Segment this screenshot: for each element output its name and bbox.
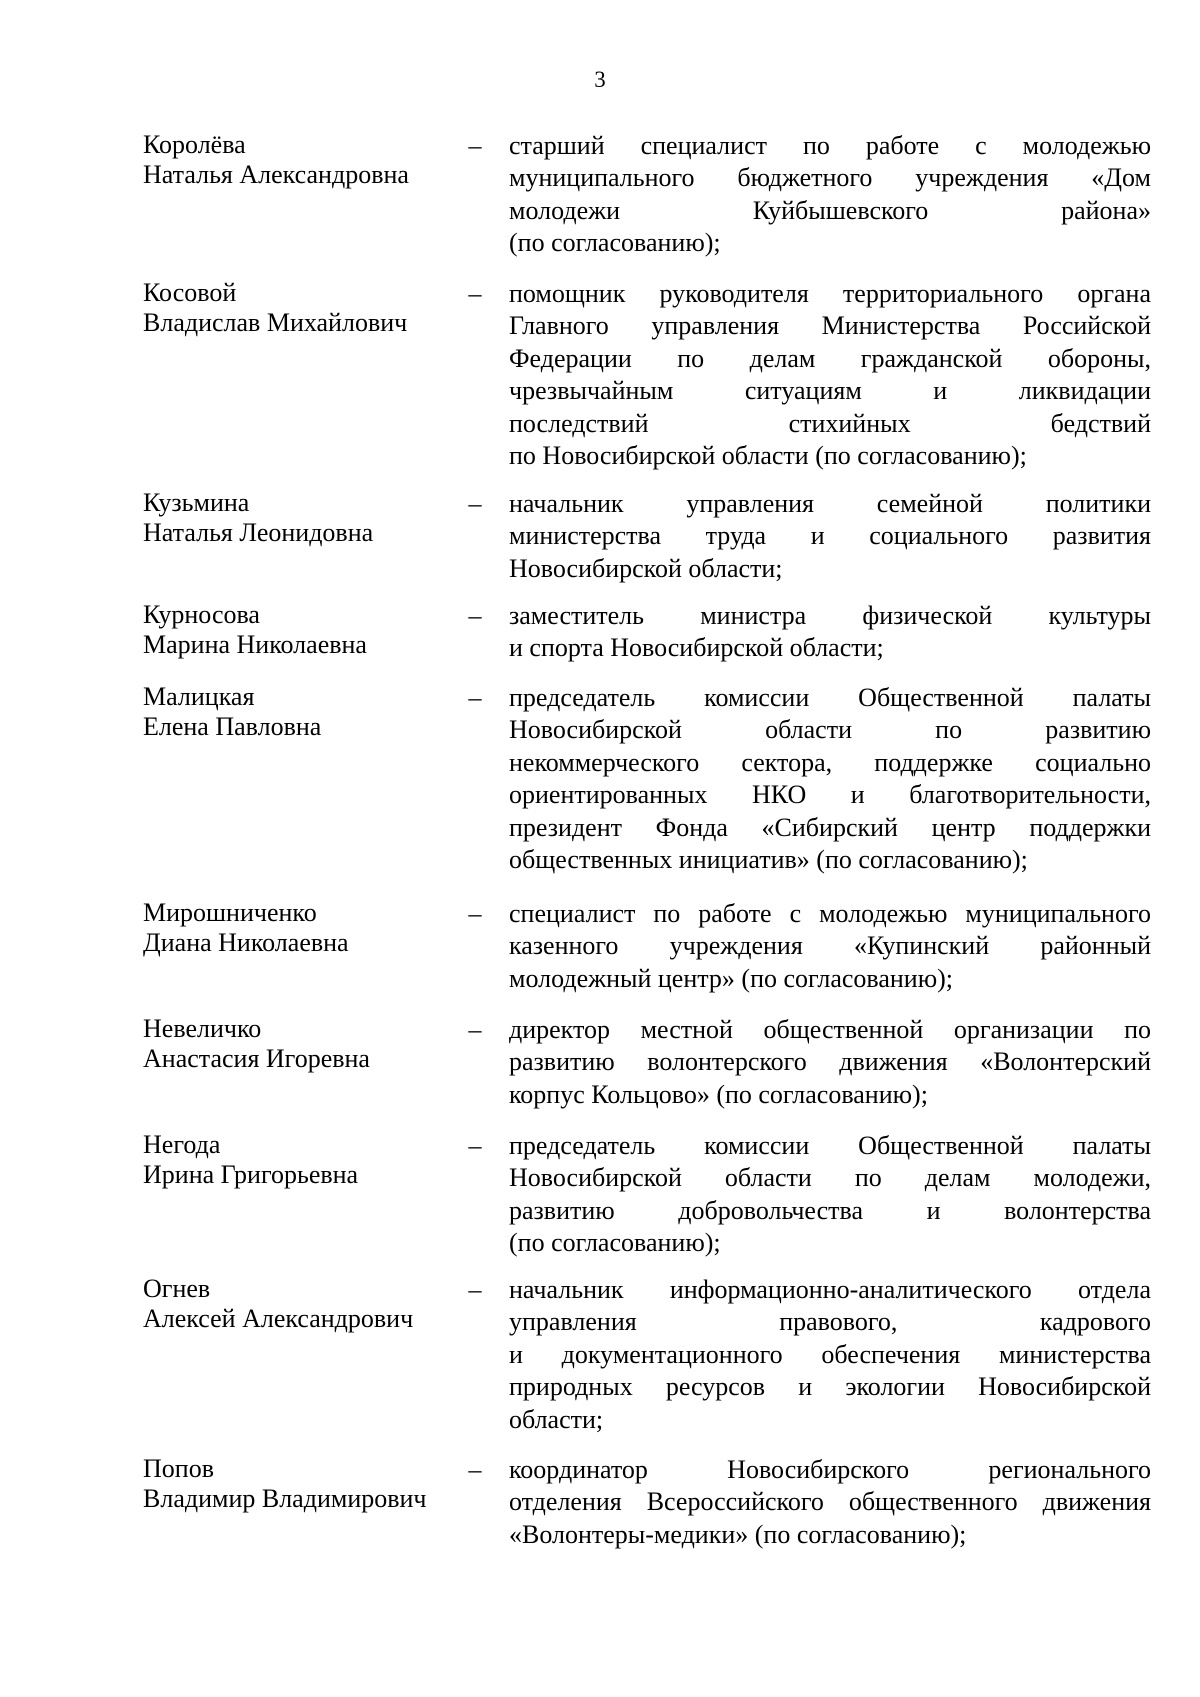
position-text-line: и спорта Новосибирской области;: [509, 633, 884, 663]
member-surname: Королёва: [143, 130, 246, 159]
position-text-line: природных ресурсов и экологии Новосибирской: [509, 1372, 1151, 1402]
separator-dash: –: [468, 279, 482, 308]
position-text-line: министерства труда и социального развития: [509, 521, 1151, 551]
member-surname: Попов: [143, 1454, 214, 1483]
member-position: [509, 1130, 1151, 1260]
position-text-line: казенного учреждения «Купинский районный: [509, 931, 1151, 961]
position-text-line: чрезвычайным ситуациям и ликвидации: [509, 376, 1151, 406]
position-text-line: специалист по работе с молодежью муниципального: [509, 899, 1151, 928]
position-text-line: Новосибирской области;: [509, 553, 783, 583]
position-text-line: корпус Кольцово» (по согласованию);: [509, 1079, 928, 1109]
position-text-line: развитию волонтерского движения «Волонтерский: [509, 1047, 1151, 1077]
member-given-names: Наталья Леонидовна: [143, 518, 374, 547]
member-given-names: Владимир Владимирович: [143, 1484, 427, 1513]
position-text-line: некоммерческого сектора, поддержке социально: [509, 747, 1151, 777]
position-text-line: последствий стихийных бедствий: [509, 408, 1151, 438]
member-position: [509, 130, 1151, 260]
separator-dash: –: [468, 131, 482, 160]
position-text-line: Новосибирской области по делам молодежи,: [509, 1163, 1151, 1193]
member-surname: Косовой: [143, 278, 237, 307]
member-name: [143, 488, 463, 548]
member-surname: Малицкая: [143, 682, 255, 711]
position-text-line: председатель комиссии Общественной палаты: [509, 1131, 1151, 1160]
separator-dash: –: [468, 899, 482, 928]
member-name: [143, 1014, 463, 1074]
member-position: [509, 1014, 1151, 1111]
member-given-names: Елена Павловна: [143, 712, 322, 741]
position-text-line: по Новосибирской области (по согласованию);: [509, 440, 1027, 470]
member-name: [143, 600, 463, 660]
member-position: [509, 898, 1151, 995]
position-text-line: начальник информационно-аналитического отдела: [509, 1275, 1151, 1304]
member-name: [143, 1274, 463, 1334]
member-surname: Негода: [143, 1130, 221, 1159]
position-text-line: Главного управления Министерства Российской: [509, 311, 1151, 341]
member-given-names: Ирина Григорьевна: [143, 1160, 359, 1189]
member-name: [143, 898, 463, 958]
separator-dash: –: [468, 601, 482, 630]
member-surname: Кузьмина: [143, 488, 250, 517]
member-position: [509, 488, 1151, 585]
position-text-line: (по согласованию);: [509, 228, 721, 258]
member-surname: Огнев: [143, 1274, 211, 1303]
position-text-line: общественных инициатив» (по согласованию);: [509, 844, 1028, 874]
position-text-line: области;: [509, 1404, 604, 1434]
position-text-line: Новосибирской области по развитию: [509, 715, 1151, 745]
position-text-line: развитию добровольчества и волонтерства: [509, 1195, 1151, 1225]
position-text-line: молодежи Куйбышевского района»: [509, 195, 1151, 225]
member-name: [143, 130, 463, 190]
position-text-line: заместитель министра физической культуры: [509, 601, 1151, 630]
position-text-line: председатель комиссии Общественной палаты: [509, 683, 1151, 712]
position-text-line: и документационного обеспечения министерства: [509, 1339, 1151, 1369]
member-surname: Мирошниченко: [143, 898, 317, 927]
position-text-line: ориентированных НКО и благотворительности,: [509, 780, 1151, 810]
position-text-line: управления правового, кадрового: [509, 1307, 1151, 1337]
separator-dash: –: [468, 489, 482, 518]
member-position: [509, 600, 1151, 665]
page-number: 3: [594, 67, 606, 92]
position-text-line: «Волонтеры-медики» (по согласованию);: [509, 1519, 967, 1549]
position-text-line: координатор Новосибирского регионального: [509, 1455, 1151, 1484]
separator-dash: –: [468, 683, 482, 712]
member-given-names: Марина Николаевна: [143, 630, 367, 659]
separator-dash: –: [468, 1015, 482, 1044]
position-text-line: помощник руководителя территориального органа: [509, 279, 1151, 308]
member-position: [509, 1274, 1151, 1436]
member-position: [509, 1454, 1151, 1551]
position-text-line: муниципального бюджетного учреждения «Дом: [509, 163, 1151, 193]
member-position: [509, 278, 1151, 472]
position-text-line: президент Фонда «Сибирский центр поддержки: [509, 812, 1151, 842]
member-given-names: Диана Николаевна: [143, 928, 349, 957]
position-text-line: начальник управления семейной политики: [509, 489, 1151, 518]
member-given-names: Владислав Михайлович: [143, 308, 408, 337]
position-text-line: старший специалист по работе с молодежью: [509, 131, 1151, 160]
member-name: [143, 1130, 463, 1190]
member-name: [143, 682, 463, 742]
separator-dash: –: [468, 1455, 482, 1484]
position-text-line: молодежный центр» (по согласованию);: [509, 963, 954, 993]
member-name: [143, 1454, 463, 1514]
member-surname: Курносова: [143, 600, 260, 629]
member-given-names: Анастасия Игоревна: [143, 1044, 370, 1073]
position-text-line: Федерации по делам гражданской обороны,: [509, 343, 1151, 373]
position-text-line: директор местной общественной организации по: [509, 1015, 1151, 1044]
member-name: [143, 278, 463, 338]
member-position: [509, 682, 1151, 876]
member-given-names: Наталья Александровна: [143, 160, 409, 189]
separator-dash: –: [468, 1131, 482, 1160]
position-text-line: (по согласованию);: [509, 1228, 721, 1258]
separator-dash: –: [468, 1275, 482, 1304]
position-text-line: отделения Всероссийского общественного движения: [509, 1487, 1151, 1517]
member-given-names: Алексей Александрович: [143, 1304, 414, 1333]
member-surname: Невеличко: [143, 1014, 262, 1043]
